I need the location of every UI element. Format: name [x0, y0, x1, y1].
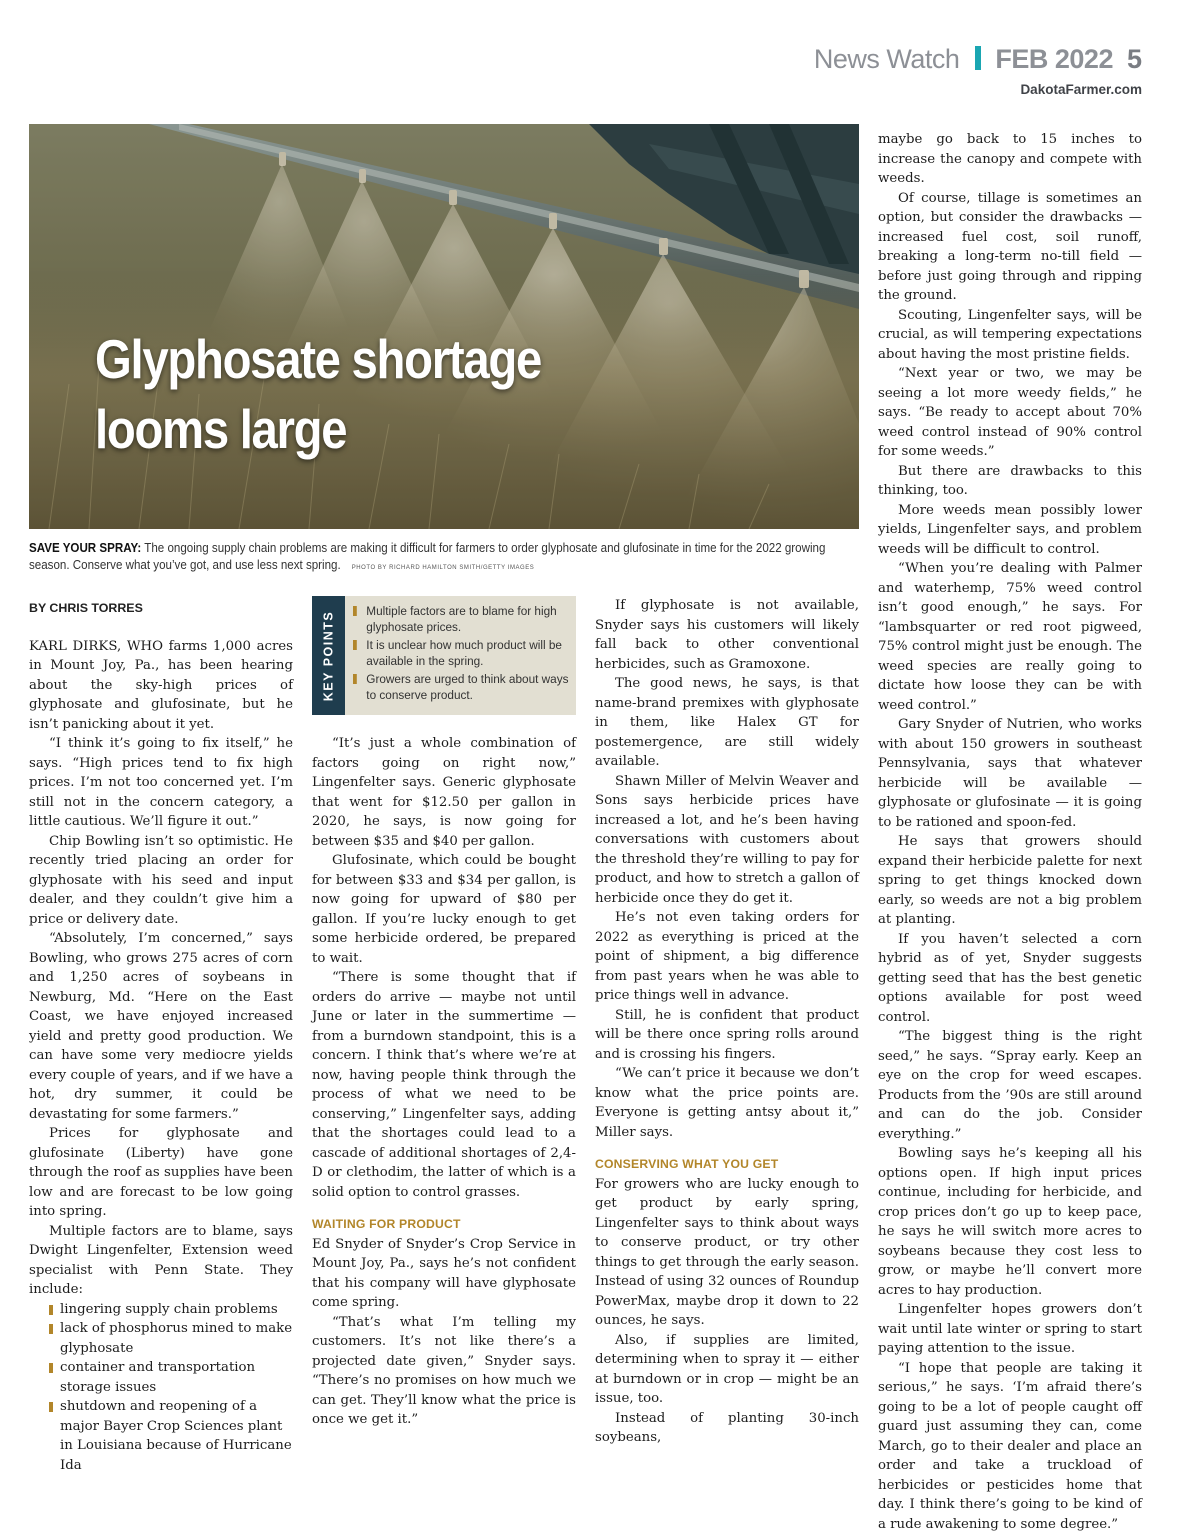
- headline: [95, 324, 541, 464]
- paragraph: Also, if supplies are limited, determining when to spray it — either at burndown or in crop — might be an issue, too.: [595, 1331, 859, 1409]
- paragraph: “There is some thought that if orders do arrive — maybe not until June or later in the summertime — from a burndown standpoint, this is a concern. I think that’s where we’re at now, having people think through the process of what we need to be conserving,” Lingenfelter says, adding that the shortages could lead to a cascade of additional shortages of 2,4-D or clethodim, the latter of which is a solid option to control grasses.: [312, 968, 576, 1202]
- list-item: lack of phosphorus mined to make glyphosate: [29, 1319, 293, 1358]
- paragraph: “We can’t price it because we don’t know what the price points are. Everyone is getting antsy about it,” Miller says.: [595, 1064, 859, 1142]
- caption-label: SAVE YOUR SPRAY:: [29, 541, 141, 555]
- issue-date: FEB 2022: [995, 44, 1113, 75]
- factor-list: [29, 1300, 293, 1476]
- key-points-box: [312, 596, 576, 715]
- paragraph: “Absolutely, I’m concerned,” says Bowling, who grows 275 acres of corn and 1,250 acres of soybeans in Newburg, Md. “Here on the East Coast, we have enjoyed increased yield and pretty good production. We can have some very mediocre yields every couple of years, and if we have a hot, dry summer, it could be devastating for some farmers.”: [29, 929, 293, 1124]
- paragraph: More weeds mean possibly lower yields, Lingenfelter says, and problem weeds will be difficult to control.: [878, 501, 1142, 560]
- page-number: 5: [1127, 44, 1142, 75]
- section-name: News Watch: [814, 44, 960, 75]
- paragraph: Of course, tillage is sometimes an option, but consider the drawbacks — increased fuel cost, soil runoff, breaking a long-term no-till field — before just going through and ripping the ground.: [878, 189, 1142, 306]
- paragraph: Bowling says he’s keeping all his options open. If high input prices continue, including for herbicide, and crop prices don’t go up to keep pace, he says he will switch more acres to soybeans because they cost less to grow, or maybe he’ll convert more acres to hay production.: [878, 1144, 1142, 1300]
- paragraph: But there are drawbacks to this thinking, too.: [878, 462, 1142, 501]
- paragraph: Ed Snyder of Snyder’s Crop Service in Mount Joy, Pa., says he’s not confident that his company will have glyphosate come spring.: [312, 1235, 576, 1313]
- paragraph: “The biggest thing is the right seed,” he says. “Spray early. Keep an eye on the crop for weed escapes. Products from the ’90s are still around and can do the job. Consider everything.”: [878, 1027, 1142, 1144]
- headline-line-1: Glyphosate shortage: [95, 324, 541, 394]
- paragraph: Chip Bowling isn’t so optimistic. He recently tried placing an order for glyphosate with his seed and input dealer, and they couldn’t give him a price or delivery date.: [29, 832, 293, 930]
- key-point: It is unclear how much product will be available in the spring.: [353, 637, 569, 669]
- accent-bar: [975, 46, 981, 70]
- byline: BY CHRIS TORRES: [29, 599, 293, 619]
- key-point: Multiple factors are to blame for high glyphosate prices.: [353, 603, 569, 635]
- list-item: lingering supply chain problems: [29, 1300, 293, 1320]
- caption-text: The ongoing supply chain problems are making it difficult for farmers to order glyphosate and glufosinate in time for the 2022 growing season. Conserve what you’ve got, and use less next spring.: [29, 541, 825, 572]
- photo-caption: [29, 540, 859, 576]
- paragraph: Multiple factors are to blame, says Dwight Lingenfelter, Extension weed specialist with Penn State. They include:: [29, 1222, 293, 1300]
- subhead-conserving: CONSERVING WHAT YOU GET: [595, 1155, 859, 1175]
- paragraph: “It’s just a whole combination of factors going on right now,” Lingenfelter says. Generic glyphosate that went for $12.50 per gallon in 2020, he says, is now going for between $35 and $40 per gallon.: [312, 734, 576, 851]
- paragraph: Prices for glyphosate and glufosinate (Liberty) have gone through the roof as supplies have been low and are forecast to be low going into spring.: [29, 1124, 293, 1222]
- article-column-4: [878, 130, 1142, 1534]
- list-item: container and transportation storage issues: [29, 1358, 293, 1397]
- paragraph: Still, he is confident that product will be there once spring rolls around and is crossing his fingers.: [595, 1006, 859, 1065]
- paragraph: If glyphosate is not available, Snyder says his customers will likely fall back to other conventional herbicides, such as Gramoxone.: [595, 596, 859, 674]
- photo-credit: PHOTO BY RICHARD HAMILTON SMITH/GETTY IMAGES: [352, 564, 535, 571]
- paragraph: “I think it’s going to fix itself,” he says. “High prices tend to fix high prices. I’m not too concerned yet. I’m still not in the concern category, a little cautious. We’ll figure it out.”: [29, 734, 293, 832]
- paragraph: Instead of planting 30-inch soybeans,: [595, 1409, 859, 1448]
- paragraph: The good news, he says, is that name-brand premixes with glyphosate in them, like Halex GT for postemergence, are still widely available.: [595, 674, 859, 772]
- paragraph: “When you’re dealing with Palmer and waterhemp, 75% weed control isn’t good enough,” he says. For “lambsquarter or red root pigweed, 75% control might just be enough. The weed species are really going to dictate how loose they can be with weed control.”: [878, 559, 1142, 715]
- list-item: shutdown and reopening of a major Bayer Crop Sciences plant in Louisiana because of Hurricane Ida: [29, 1397, 293, 1475]
- headline-line-2: looms large: [95, 394, 541, 464]
- paragraph: “Next year or two, we may be seeing a lot more weedy fields,” he says. “Be ready to accept about 70% weed control instead of 90% control for some weeds.”: [878, 364, 1142, 462]
- paragraph: “That’s what I’m telling my customers. It’s not like there’s a projected date given,” Snyder says. “There’s no promises on how much we can get. They’ll know what the price is once we get it.”: [312, 1313, 576, 1430]
- paragraph: Glufosinate, which could be bought for between $33 and $34 per gallon, is now going for upward of $80 per gallon. If you’re lucky enough to get some herbicide ordered, be prepared to wait.: [312, 851, 576, 968]
- article-column-2: [312, 596, 576, 1430]
- paragraph: If you haven’t selected a corn hybrid as of yet, Snyder suggests getting seed that has the best genetic options available for post weed control.: [878, 930, 1142, 1028]
- key-points-label: KEY POINTS: [312, 596, 345, 715]
- paragraph: Scouting, Lingenfelter says, will be crucial, as will tempering expectations about having the most pristine fields.: [878, 306, 1142, 365]
- paragraph: “I hope that people are taking it serious,” he says. ‘I’m afraid there’s going to be a lot of people caught off guard just assuming they can, come March, go to their dealer and place an order and take a truckload of herbicides or pesticides home that day. I think there’s going to be kind of a rude awakening to some degree.”: [878, 1359, 1142, 1534]
- hero-photo: [29, 124, 859, 529]
- paragraph: maybe go back to 15 inches to increase the canopy and compete with weeds.: [878, 130, 1142, 189]
- paragraph: He’s not even taking orders for 2022 as everything is priced at the point of shipment, a big difference from past years when he was able to price things well in advance.: [595, 908, 859, 1006]
- paragraph: For growers who are lucky enough to get product by early spring, Lingenfelter says to think about ways to conserve product, or try other things to get through the early season. Instead of using 32 ounces of Roundup PowerMax, maybe drop it down to 22 ounces, he says.: [595, 1175, 859, 1331]
- key-point: Growers are urged to think about ways to conserve product.: [353, 671, 569, 703]
- paragraph: KARL DIRKS, WHO farms 1,000 acres in Mount Joy, Pa., has been hearing about the sky-high prices of glyphosate and glufosinate, but he isn’t panicking about it yet.: [29, 637, 293, 735]
- paragraph: Shawn Miller of Melvin Weaver and Sons says herbicide prices have increased a lot, and he’s been having conversations with customers about the threshold they’re willing to pay for product, and how to stretch a gallon of herbicide once they do get it.: [595, 772, 859, 909]
- masthead: [814, 44, 1142, 75]
- article-column-3: [595, 596, 859, 1448]
- site-url: DakotaFarmer.com: [1020, 82, 1142, 97]
- subhead-waiting: WAITING FOR PRODUCT: [312, 1215, 576, 1235]
- article-column-1: [29, 596, 293, 1475]
- paragraph: Gary Snyder of Nutrien, who works with about 150 growers in southeast Pennsylvania, says that whatever herbicide will be available — glyphosate or glufosinate — it is going to be rationed and spoon-fed.: [878, 715, 1142, 832]
- paragraph: He says that growers should expand their herbicide palette for next spring to get things knocked down early, so weeds are not a big problem at planting.: [878, 832, 1142, 930]
- paragraph: Lingenfelter hopes growers don’t wait until late winter or spring to start paying attention to the issue.: [878, 1300, 1142, 1359]
